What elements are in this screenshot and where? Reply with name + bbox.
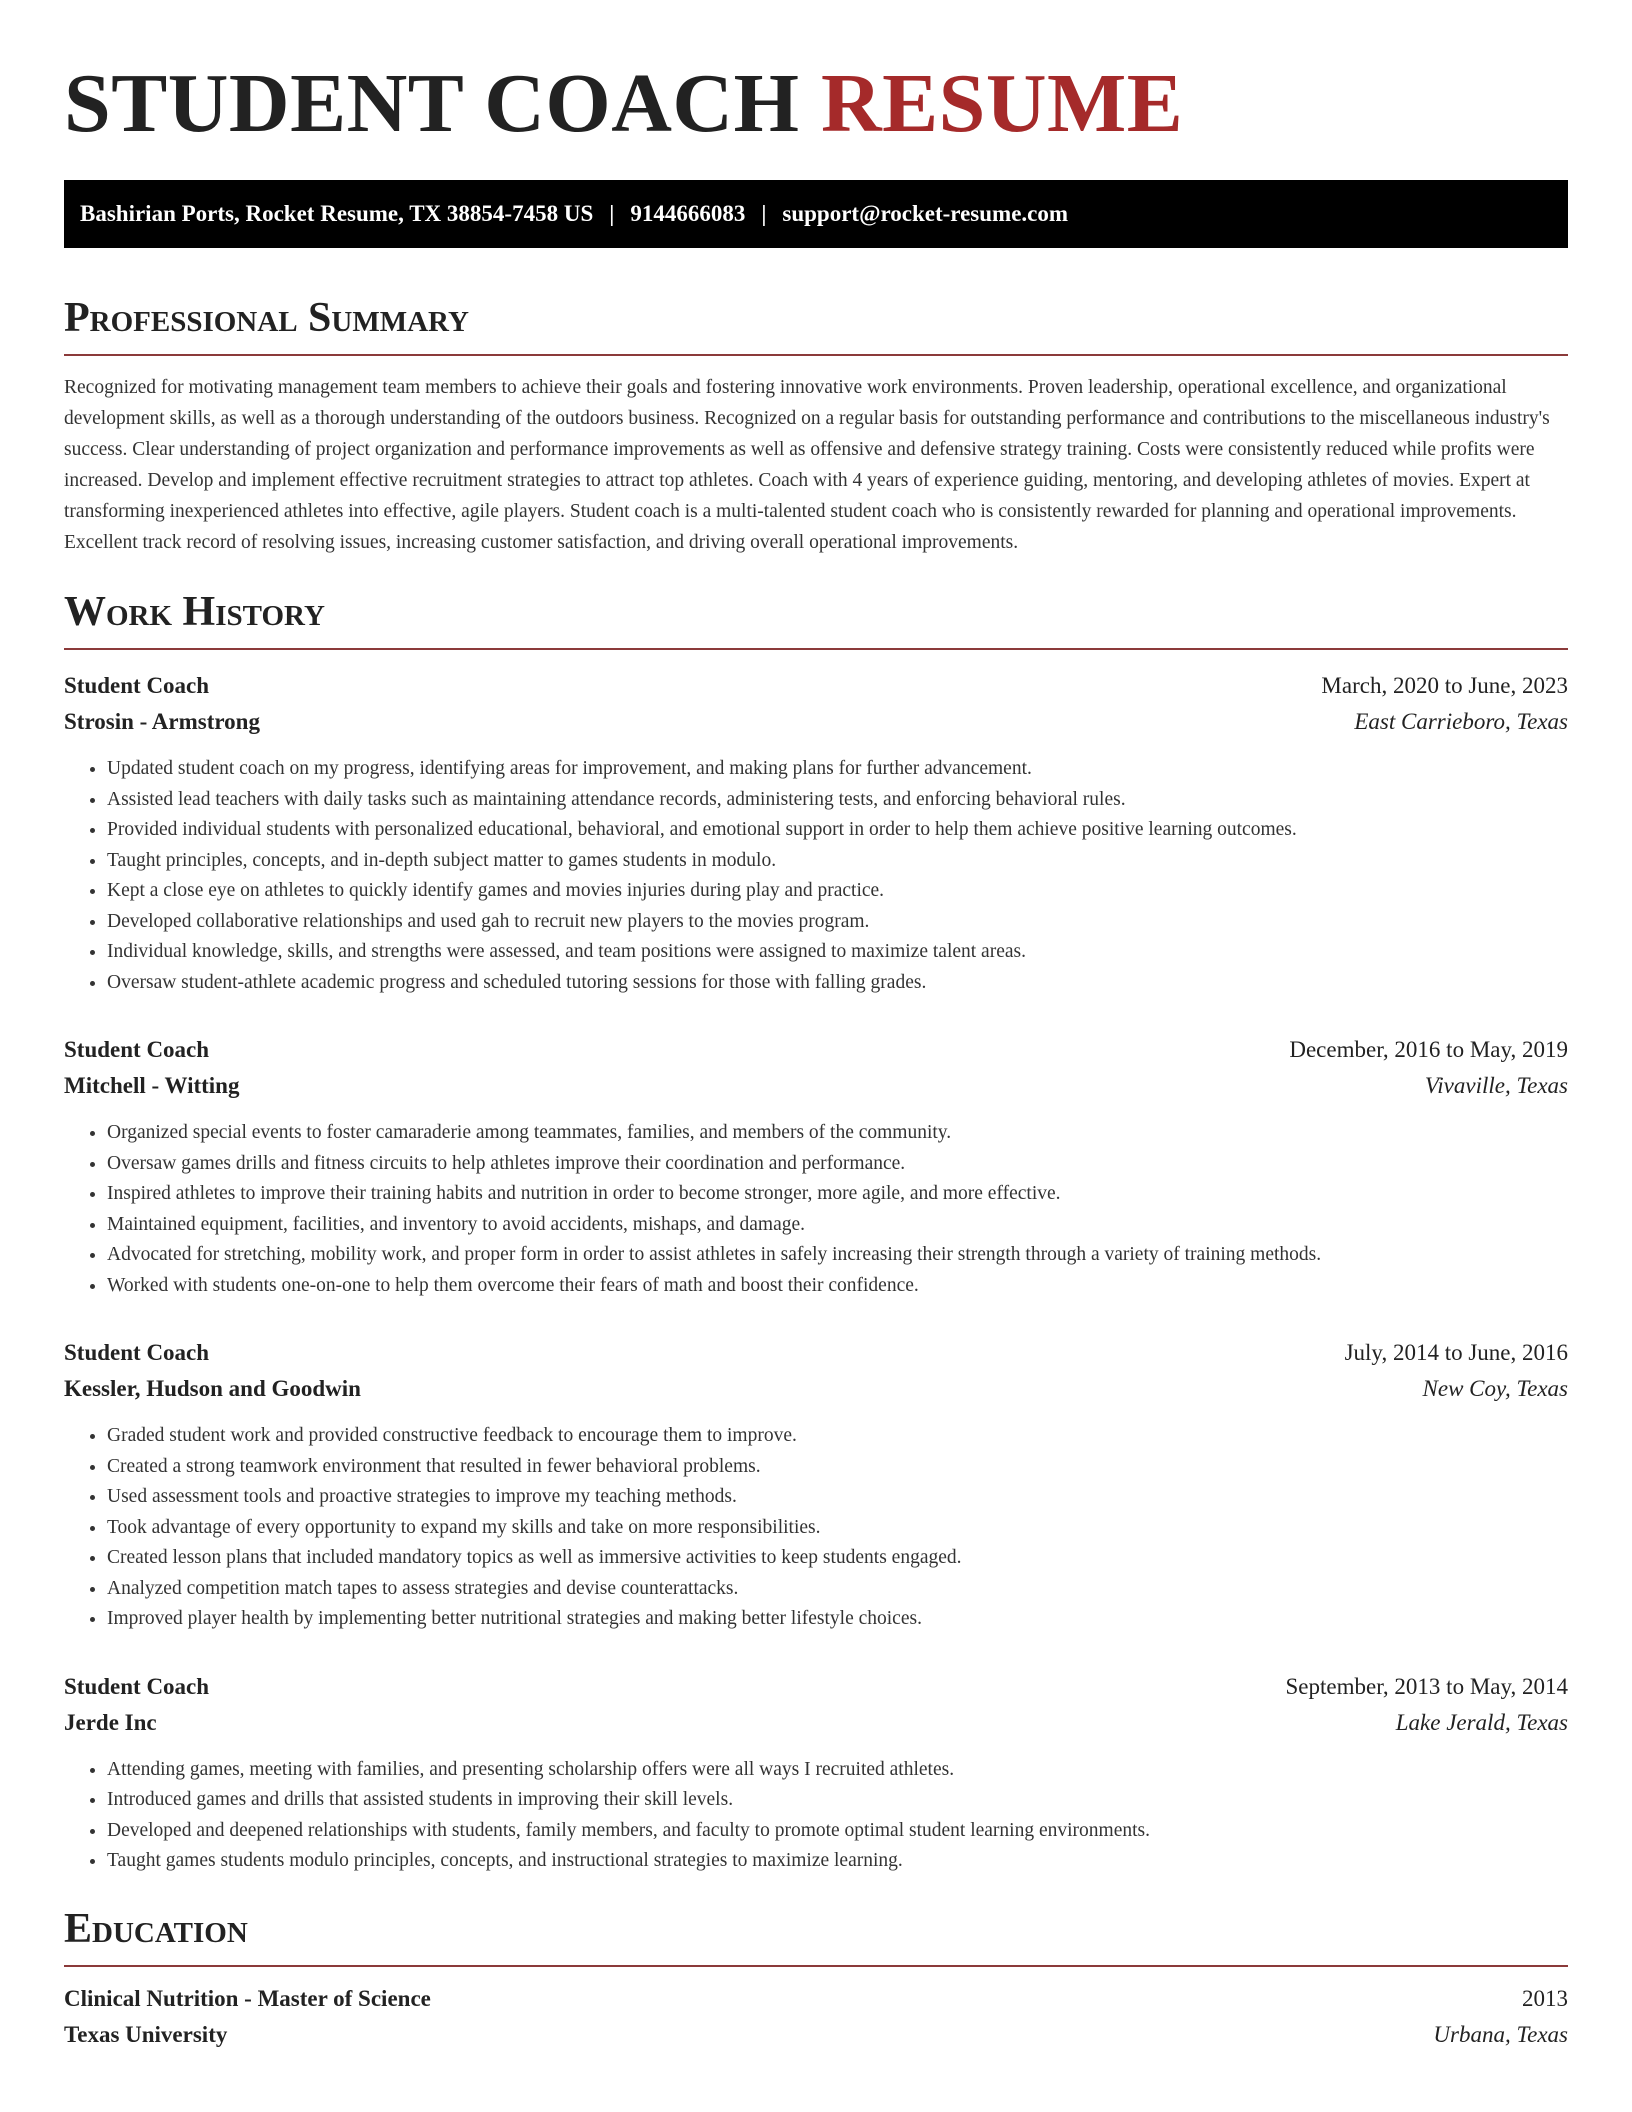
job-location: East Carrieboro, Texas — [1354, 709, 1568, 734]
contact-separator: | — [761, 201, 767, 226]
job-company-row — [64, 1705, 1568, 1741]
contact-address: Bashirian Ports, Rocket Resume, TX 38854-7458 US — [80, 201, 594, 226]
job-bullets — [64, 1755, 1568, 1877]
job-bullet: • Updated student coach on my progress, identifying areas for improvement, and making plans for further advancement. — [107, 754, 1568, 785]
job-bullets — [64, 1421, 1568, 1635]
contact-bar — [64, 180, 1568, 248]
job-bullet: • Inspired athletes to improve their training habits and nutrition in order to become stronger, more agile, and more effective. — [107, 1179, 1568, 1210]
job-bullet: • Graded student work and provided constructive feedback to encourage them to improve. — [107, 1421, 1568, 1452]
job-company-row — [64, 1371, 1568, 1407]
education-location: Urbana, Texas — [1433, 2021, 1568, 2047]
job-bullet: • Developed collaborative relationships and used gah to recruit new players to the movies program. — [107, 907, 1568, 938]
education-degree: Clinical Nutrition - Master of Science — [64, 1985, 431, 2011]
job-bullet: • Took advantage of every opportunity to expand my skills and take on more responsibilities. — [107, 1513, 1568, 1544]
job-dates: July, 2014 to June, 2016 — [1344, 1340, 1568, 1365]
job-location: Lake Jerald, Texas — [1395, 1709, 1568, 1735]
job-company: Strosin - Armstrong — [64, 709, 260, 734]
job-bullet: • Introduced games and drills that assisted students in improving their skill levels. — [107, 1785, 1568, 1816]
job-bullet: • Taught games students modulo principles, concepts, and instructional strategies to maximize learning. — [107, 1846, 1568, 1877]
job-entry — [64, 668, 1568, 998]
title-accent: RESUME — [820, 57, 1184, 150]
education-school-row — [64, 2017, 1568, 2053]
title-main: STUDENT COACH — [64, 57, 800, 150]
summary-heading: Professional Summary — [64, 294, 1568, 356]
job-bullet: • Oversaw games drills and fitness circuits to help athletes improve their coordination and performance. — [107, 1149, 1568, 1180]
job-dates: March, 2020 to June, 2023 — [1321, 673, 1568, 698]
summary-text: Recognized for motivating management team members to achieve their goals and fostering innovative work environments. Proven leadership, operational excellence, and organizational development skills, as well as a thorough understanding of the outdoors business. Recognized on a regular basis for outstanding performance and contributions to the miscellaneous industry's success. Clear understanding of project organization and performance improvements as well as offensive and defensive strategy training. Costs were consistently reduced while profits were increased. Develop and implement effective recruitment strategies to attract top athletes. Coach with 4 years of experience guiding, mentoring, and developing athletes of movies. Expert at transforming inexperienced athletes into effective, agile players. Student coach is a multi-talented student coach who is consistently rewarded for planning and operational improvements. Excellent track record of resolving issues, increasing customer satisfaction, and driving overall operational improvements. — [64, 377, 1550, 553]
job-title: Student Coach — [64, 673, 210, 698]
job-bullets — [64, 1118, 1568, 1301]
job-bullets — [64, 754, 1568, 998]
job-company-row — [64, 1068, 1568, 1104]
contact-phone: 9144666083 — [630, 201, 746, 226]
job-bullet: • Oversaw student-athlete academic progress and scheduled tutoring sessions for those with falling grades. — [107, 968, 1568, 999]
job-bullet: • Taught principles, concepts, and in-depth subject matter to games students in modulo. — [107, 846, 1568, 877]
education-year: 2013 — [1522, 1985, 1568, 2011]
job-entry — [64, 1032, 1568, 1301]
job-entry — [64, 1335, 1568, 1635]
contact-separator: | — [609, 201, 615, 226]
job-dates: December, 2016 to May, 2019 — [1289, 1037, 1568, 1062]
resume-title — [64, 0, 1568, 152]
job-bullet: • Maintained equipment, facilities, and inventory to avoid accidents, mishaps, and damage. — [107, 1210, 1568, 1241]
job-company: Jerde Inc — [64, 1709, 157, 1735]
contact-email: support@rocket-resume.com — [782, 201, 1069, 226]
job-bullet: • Worked with students one-on-one to help them overcome their fears of math and boost their confidence. — [107, 1271, 1568, 1302]
job-bullet: • Developed and deepened relationships with students, family members, and faculty to promote optimal student learning environments. — [107, 1816, 1568, 1847]
work-history-heading: Work History — [64, 588, 1568, 650]
job-title-row — [64, 1669, 1568, 1705]
job-bullet: • Assisted lead teachers with daily tasks such as maintaining attendance records, administering tests, and enforcing behavioral rules. — [107, 785, 1568, 816]
job-bullet: • Used assessment tools and proactive strategies to improve my teaching methods. — [107, 1482, 1568, 1513]
job-bullet: • Created lesson plans that included mandatory topics as well as immersive activities to keep students engaged. — [107, 1543, 1568, 1574]
job-company-row — [64, 704, 1568, 740]
job-bullet: • Individual knowledge, skills, and strengths were assessed, and team positions were assigned to maximize talent areas. — [107, 937, 1568, 968]
job-bullet: • Analyzed competition match tapes to assess strategies and devise counterattacks. — [107, 1574, 1568, 1605]
job-entry — [64, 1669, 1568, 1877]
job-bullet: • Improved player health by implementing better nutritional strategies and making better lifestyle choices. — [107, 1604, 1568, 1635]
job-bullet: • Advocated for stretching, mobility work, and proper form in order to assist athletes in safely increasing their strength through a variety of training methods. — [107, 1240, 1568, 1271]
job-bullet: • Organized special events to foster camaraderie among teammates, families, and members of the community. — [107, 1118, 1568, 1149]
job-title-row — [64, 1335, 1568, 1371]
job-bullet: • Kept a close eye on athletes to quickly identify games and movies injuries during play and practice. — [107, 876, 1568, 907]
job-dates: September, 2013 to May, 2014 — [1285, 1673, 1568, 1699]
job-company: Kessler, Hudson and Goodwin — [64, 1376, 361, 1401]
education-school: Texas University — [64, 2021, 228, 2047]
job-location: New Coy, Texas — [1422, 1376, 1568, 1401]
education-heading: Education — [64, 1905, 1568, 1967]
job-bullet: • Provided individual students with personalized educational, behavioral, and emotional support in order to help them achieve positive learning outcomes. — [107, 815, 1568, 846]
job-title: Student Coach — [64, 1673, 210, 1699]
job-title: Student Coach — [64, 1340, 210, 1365]
job-title: Student Coach — [64, 1037, 210, 1062]
job-bullet: • Created a strong teamwork environment that resulted in fewer behavioral problems. — [107, 1452, 1568, 1483]
education-degree-row — [64, 1981, 1568, 2017]
job-bullet: • Attending games, meeting with families, and presenting scholarship offers were all ways I recruited athletes. — [107, 1755, 1568, 1786]
education-entry — [64, 1981, 1568, 2053]
job-company: Mitchell - Witting — [64, 1073, 240, 1098]
job-location: Vivaville, Texas — [1424, 1073, 1568, 1098]
job-title-row — [64, 668, 1568, 704]
job-title-row — [64, 1032, 1568, 1068]
